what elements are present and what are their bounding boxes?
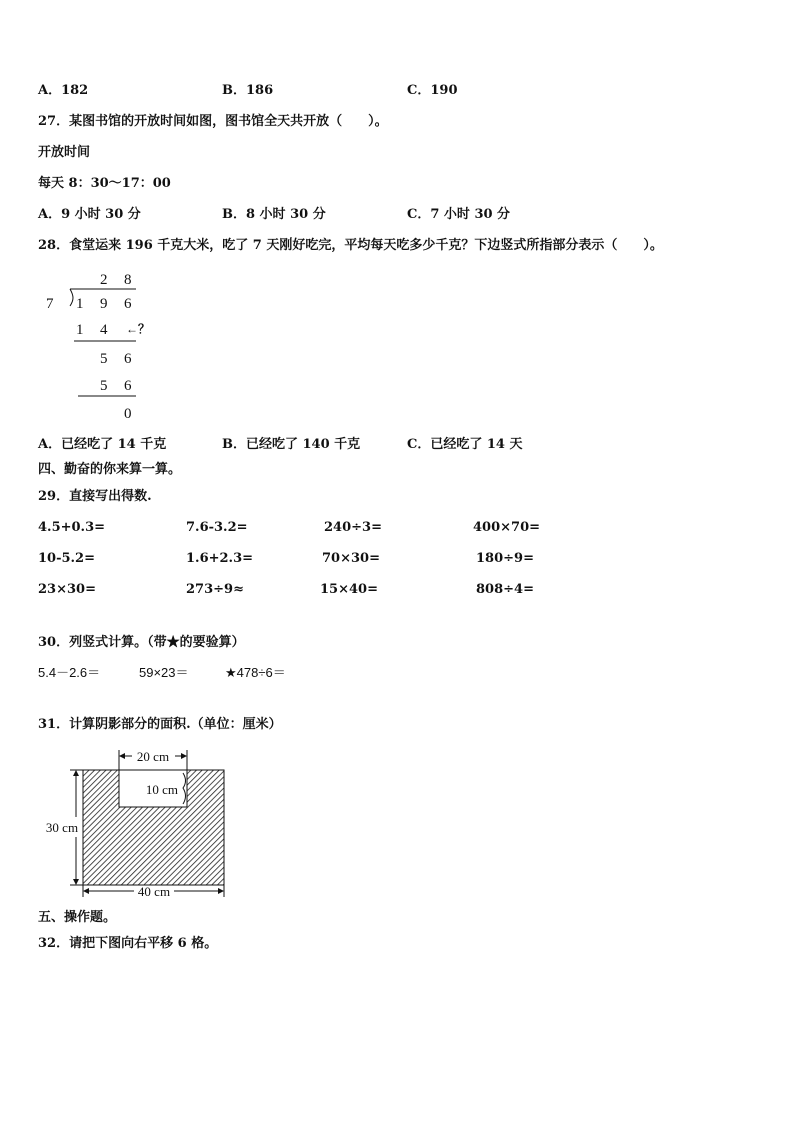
step1-marker: ←？ xyxy=(126,322,151,336)
q26-option-a: A．182 xyxy=(38,83,89,98)
dimension-height: 30 cm xyxy=(45,820,79,835)
q29-expression: 70×30= xyxy=(322,551,380,566)
q30-item: 59×23＝ xyxy=(139,665,189,680)
dividend-digit: 6 xyxy=(124,296,132,312)
q29-expression: 400×70= xyxy=(473,520,541,535)
remainder: 0 xyxy=(124,406,132,422)
q29-expression: 240÷3= xyxy=(324,520,382,535)
q29-expression: 15×40= xyxy=(320,582,378,597)
section5-title: 五、操作题。 xyxy=(38,910,117,925)
q29-stem: 29．直接写出得数. xyxy=(38,489,152,504)
q30-stem: 30．列竖式计算。（带★的要验算） xyxy=(38,635,245,650)
q27-option-b: B．8 小时 30 分 xyxy=(222,207,326,222)
q28-option-c: C．已经吃了 14 天 xyxy=(407,437,523,452)
dimension-notch-height: 10 cm xyxy=(145,782,178,797)
q29-expression: 273÷9≈ xyxy=(186,582,244,597)
q29-expression: 808÷4= xyxy=(476,582,534,597)
q30-item: ★478÷6＝ xyxy=(225,665,286,680)
q30-item: 5.4－2.6＝ xyxy=(38,665,101,680)
dimension-width: 40 cm xyxy=(137,884,171,899)
q29-expression: 23×30= xyxy=(38,582,96,597)
quotient-digit: 2 xyxy=(100,272,108,288)
q29-expression: 180÷9= xyxy=(476,551,534,566)
shaded-area-figure xyxy=(40,745,240,900)
quotient-digit: 8 xyxy=(124,272,132,288)
step1-digit: 4 xyxy=(100,322,108,338)
step3-digit: 6 xyxy=(124,378,132,394)
q26-option-b: B．186 xyxy=(222,83,274,98)
q28-stem: 28．食堂运来 196 千克大米，吃了 7 天刚好吃完，平均每天吃多少千克？下边竖式所指部分表示（ ）。 xyxy=(38,238,663,253)
q26-option-c: C．190 xyxy=(407,83,458,98)
q29-expression: 10-5.2= xyxy=(38,551,95,566)
step2-digit: 6 xyxy=(124,351,132,367)
step1-digit: 1 xyxy=(76,322,84,338)
q31-stem: 31．计算阴影部分的面积.（单位：厘米） xyxy=(38,717,282,732)
dividend-digit: 1 xyxy=(76,296,84,312)
q28-option-a: A．已经吃了 14 千克 xyxy=(38,437,167,452)
section4-title: 四、勤奋的你来算一算。 xyxy=(38,462,182,477)
dividend-digit: 9 xyxy=(100,296,108,312)
divisor: 7 xyxy=(46,296,54,312)
q29-expression: 4.5+0.3= xyxy=(38,520,106,535)
q27-option-a: A．9 小时 30 分 xyxy=(38,207,141,222)
q27-stem: 27．某图书馆的开放时间如图，图书馆全天共开放（ ）。 xyxy=(38,114,388,129)
q29-expression: 7.6-3.2= xyxy=(186,520,248,535)
q32-stem: 32．请把下图向右平移 6 格。 xyxy=(38,936,218,951)
long-division-diagram xyxy=(30,262,190,430)
step3-digit: 5 xyxy=(100,378,108,394)
q27-sign-hours: 每天 8：30～17：00 xyxy=(38,176,171,191)
q28-option-b: B．已经吃了 140 千克 xyxy=(222,437,361,452)
division-bracket xyxy=(70,289,73,306)
q27-sign-title: 开放时间 xyxy=(38,145,91,160)
dimension-top-width: 20 cm xyxy=(136,749,170,764)
q27-option-c: C．7 小时 30 分 xyxy=(407,207,511,222)
q29-expression: 1.6+2.3= xyxy=(186,551,254,566)
step2-digit: 5 xyxy=(100,351,108,367)
